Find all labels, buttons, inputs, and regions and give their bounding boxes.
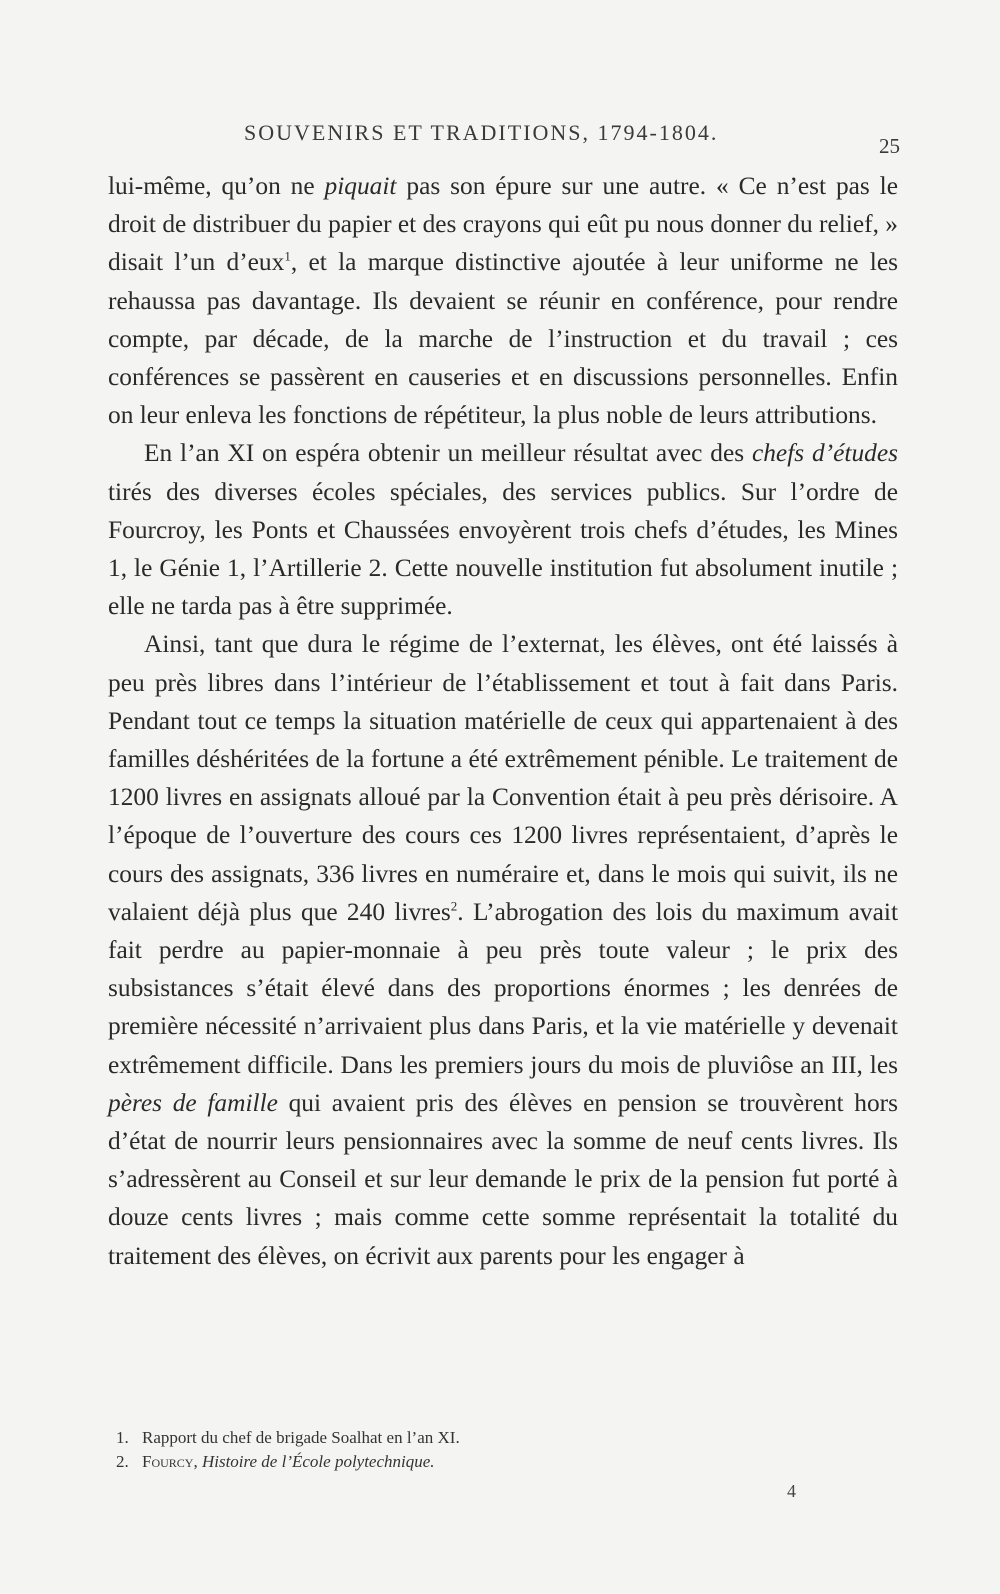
paragraph-3 [108,625,898,1274]
footnote-2-number: 2. [116,1452,129,1471]
paragraph-1-text-d: , et la marque distinctive ajoutée à leur uniforme ne les rehaussa pas davantage. Ils devaient se réunir en conférence, pour rendre compte, par décade, de la marche de l’instruction et du travail ; ces conférences se passèrent en causeries et en discussions personnelles. Enfin on leur enleva les fonctions de répétiteur, la plus noble de leurs attributions. [108,248,898,430]
footnote-1 [116,1426,876,1450]
paragraph-3-text-d: qui avaient pris des élèves en pension se trouvèrent hors d’état de nourrir leurs pensionnaires avec la somme de neuf cents livres. Ils s’adressèrent au Conseil et sur leur demande le prix de la pension fut porté à douze cents livres ; mais comme cette somme représentait la totalité du traitement des élèves, on écrivit aux parents pour les engager à [108,1088,898,1270]
signature-mark: 4 [787,1481,796,1501]
paragraph-2 [108,434,898,625]
paragraph-1 [108,167,898,434]
page-number: 25 [879,134,900,158]
paragraph-2-text-a: En l’an XI on espéra obtenir un meilleur résultat avec des [144,439,752,468]
footnote-1-number: 1. [116,1428,129,1447]
paragraph-1-text-c: pas son épure sur une autre. « Ce n’est pas le droit de distribuer du papier et des crayons qui eût pu nous donner du relief, » disait l’un d’eux [108,172,898,277]
paragraph-2-text-c: tirés des diverses écoles spéciales, des services publics. Sur l’ordre de Fourcroy, les Ponts et Chaussées envoyèrent trois chefs d’études, les Mines 1, le Génie 1, l’Artillerie 2. Cette nouvelle institution fut absolument inutile ; elle ne tarda pas à être supprimée. [108,477,898,621]
paragraph-3-text-b: . L’abrogation des lois du maximum avait fait perdre au papier-monnaie à peu près toute valeur ; le prix des subsistances s’était élevé dans des proportions énormes ; les denrées de première nécessité n’arrivaient plus dans Paris, et la vie matérielle y devenait extrêmement difficile. Dans les premiers jours du mois de pluviôse an III, les [108,897,899,1079]
footnote-2-title: Histoire de l’École polytechnique. [201,1452,435,1471]
paragraph-1-text-a: lui-même, qu’on ne [108,172,325,200]
running-header [100,120,900,158]
paragraph-1-italic: piquait [324,172,397,200]
footnote-ref-2: 2 [450,898,458,914]
footnotes [116,1426,876,1474]
paragraph-3-italic: pères de famille [108,1088,278,1117]
footnote-2-author: Fourcy, [142,1452,198,1471]
running-title: SOUVENIRS ET TRADITIONS, 1794-1804. [244,120,719,145]
footnote-1-text: Rapport du chef de brigade Soalhat en l’an XI. [142,1428,460,1447]
paragraph-2-italic: chefs d’études [751,439,898,468]
footnote-ref-1: 1 [284,248,291,264]
footnote-2 [116,1450,876,1474]
paragraph-3-text-a: Ainsi, tant que dura le régime de l’externat, les élèves, ont été laissés à peu près libres dans l’intérieur de l’établissement et tout à fait dans Paris. Pendant tout ce temps la situation matérielle de ceux qui appartenaient à des familles déshéritées de la fortune a été extrêmement pénible. Le traitement de 1200 livres en assignats alloué par la Convention était à peu près dérisoire. A l’époque de l’ouverture des cours ces 1200 livres représentaient, d’après le cours des assignats, 336 livres en numéraire et, dans le mois qui suivit, ils ne valaient déjà plus que 240 livres [108,630,898,926]
body-text [108,167,898,1275]
